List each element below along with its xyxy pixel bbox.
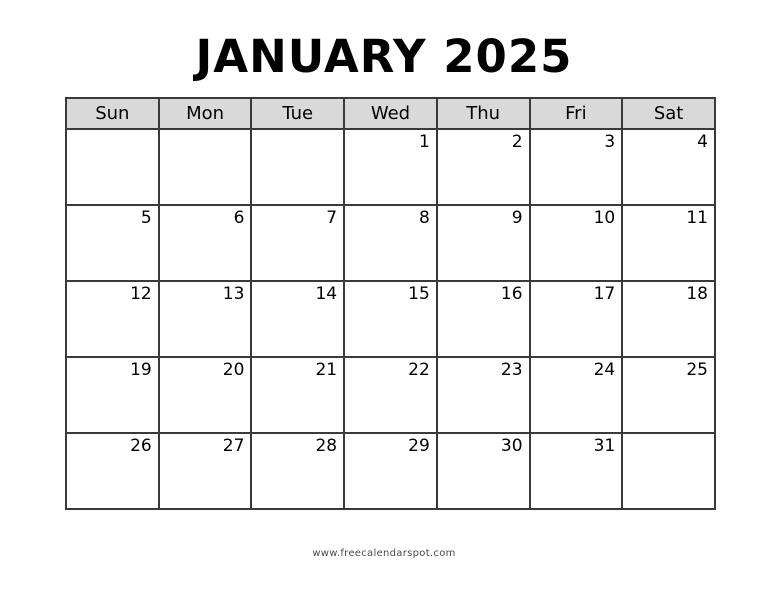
day-cell: 23 [437, 357, 530, 433]
day-cell: 11 [622, 205, 715, 281]
day-cell: 19 [66, 357, 159, 433]
day-cell: 16 [437, 281, 530, 357]
day-cell: 6 [159, 205, 252, 281]
day-header-mon: Mon [159, 98, 252, 129]
day-cell: 28 [251, 433, 344, 509]
day-cell: 22 [344, 357, 437, 433]
day-cell [251, 129, 344, 205]
day-cell: 20 [159, 357, 252, 433]
week-row [66, 129, 715, 205]
day-cell: 8 [344, 205, 437, 281]
day-cell [66, 129, 159, 205]
week-row [66, 357, 715, 433]
day-cell: 29 [344, 433, 437, 509]
day-cell: 7 [251, 205, 344, 281]
day-cell: 31 [530, 433, 623, 509]
day-cell: 21 [251, 357, 344, 433]
day-cell: 3 [530, 129, 623, 205]
day-cell: 10 [530, 205, 623, 281]
day-cell: 30 [437, 433, 530, 509]
day-cell: 9 [437, 205, 530, 281]
day-header-sat: Sat [622, 98, 715, 129]
day-cell [159, 129, 252, 205]
calendar-header-row [66, 98, 715, 129]
week-row [66, 433, 715, 509]
calendar-table [65, 97, 716, 510]
day-cell: 2 [437, 129, 530, 205]
day-cell: 27 [159, 433, 252, 509]
footer-url: www.freecalendarspot.com [312, 548, 456, 559]
day-cell: 5 [66, 205, 159, 281]
day-cell: 25 [622, 357, 715, 433]
day-cell [622, 433, 715, 509]
day-header-fri: Fri [530, 98, 623, 129]
page-title: JANUARY 2025 [195, 30, 573, 83]
day-cell: 12 [66, 281, 159, 357]
day-header-sun: Sun [66, 98, 159, 129]
day-header-tue: Tue [251, 98, 344, 129]
day-cell: 13 [159, 281, 252, 357]
day-header-thu: Thu [437, 98, 530, 129]
day-cell: 26 [66, 433, 159, 509]
day-cell: 17 [530, 281, 623, 357]
week-row [66, 205, 715, 281]
day-cell: 15 [344, 281, 437, 357]
day-cell: 24 [530, 357, 623, 433]
week-row [66, 281, 715, 357]
day-cell: 18 [622, 281, 715, 357]
day-cell: 14 [251, 281, 344, 357]
day-cell: 4 [622, 129, 715, 205]
day-header-wed: Wed [344, 98, 437, 129]
day-cell: 1 [344, 129, 437, 205]
